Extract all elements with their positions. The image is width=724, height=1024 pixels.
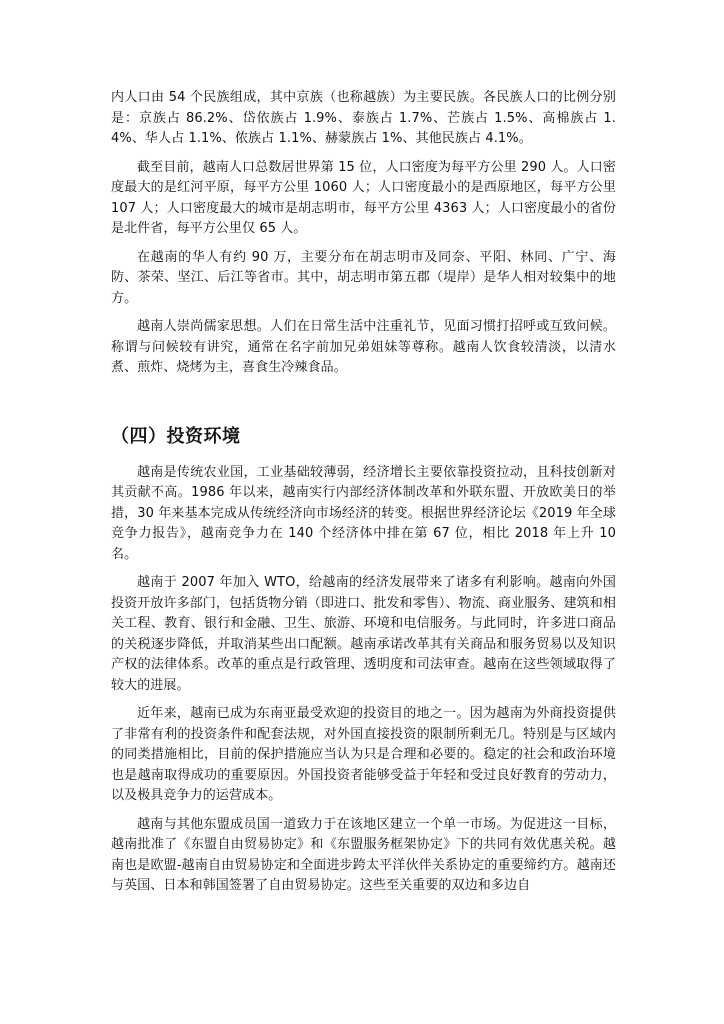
page-content: [111, 88, 616, 897]
paragraph-economic-overview: 越南是传统农业国，工业基础较薄弱，经济增长主要依靠投资拉动，且科技创新对其贡献不高。1986 年以来，越南实行内部经济体制改革和外联东盟、开放欧美日的举措，30 年来基本完成从传统经济向市场经济的转变。根据世界经济论坛《2019 年全球竞争力报告》，越南竞争力在 140 个经济体中排在第 67 位，相比 2018 年上升 10 名。: [111, 464, 616, 562]
paragraph-population-density: 截至目前，越南人口总数居世界第 15 位，人口密度为每平方公里 290 人。人口密度最大的是红河平原，每平方公里 1060 人；人口密度最小的是西原地区，每平方公里 107 人；人口密度最大的城市是胡志明市，每平方公里 4363 人；人口密度最小的省份是北件省，每平方公里仅 65 人。: [111, 159, 616, 236]
paragraph-ethnic-groups: 内人口由 54 个民族组成，其中京族（也称越族）为主要民族。各民族人口的比例分别是：京族占 86.2%、岱依族占 1.9%、泰族占 1.7%、芒族占 1.5%、高棉族占 1.4%、华人占 1.1%、侬族占 1.1%、赫蒙族占 1%、其他民族占 4.1%。: [111, 90, 616, 146]
paragraph-wto-accession: 越南于 2007 年加入 WTO，给越南的经济发展带来了诸多有利影响。越南向外国投资开放许多部门，包括货物分销（即进口、批发和零售）、物流、商业服务、建筑和相关工程、教育、银行和金融、卫生、旅游、环境和电信服务。与此同时，许多进口商品的关税逐步降低，并取消某些出口配额。越南承诺改革其有关商品和服务贸易以及知识产权的法律体系。改革的重点是行政管理、透明度和司法审查。越南在这些领域取得了较大的进展。: [111, 575, 616, 693]
paragraph-customs: 越南人崇尚儒家思想。人们在日常生活中注重礼节，见面习惯打招呼或互致问候。称谓与问候较有讲究，通常在名字前加兄弟姐妹等尊称。越南人饮食较清淡，以清水煮、煎炸、烧烤为主，喜食生冷辣食品。: [111, 319, 616, 375]
paragraph-investment-destination: 近年来，越南已成为东南亚最受欢迎的投资目的地之一。因为越南为外商投资提供了非常有利的投资条件和配套法规，对外国直接投资的限制所剩无几。特别是与区域内的同类措施相比，目前的保护措施应当认为只是合理和必要的。稳定的社会和政治环境也是越南取得成功的重要原因。外国投资者能够受益于年轻和受过良好教育的劳动力，以及极具竞争力的运营成本。: [111, 706, 616, 803]
section-title: （四）投资环境: [111, 425, 241, 447]
paragraph-asean-trade: 越南与其他东盟成员国一道致力于在该地区建立一个单一市场。为促进这一目标，越南批准了《东盟自由贸易协定》和《东盟服务框架协定》下的共同有效优惠关税。越南也是欧盟-越南自由贸易协定和全面进步跨太平洋伙伴关系协定的重要缔约方。越南还与英国、日本和韩国签署了自由贸易协定。这些至关重要的双边和多边自: [111, 816, 616, 893]
paragraph-chinese-population: 在越南的华人有约 90 万，主要分布在胡志明市及同奈、平阳、林同、广宁、海防、茶荣、坚江、后江等省市。其中，胡志明市第五郡（堤岸）是华人相对较集中的地方。: [111, 249, 616, 306]
